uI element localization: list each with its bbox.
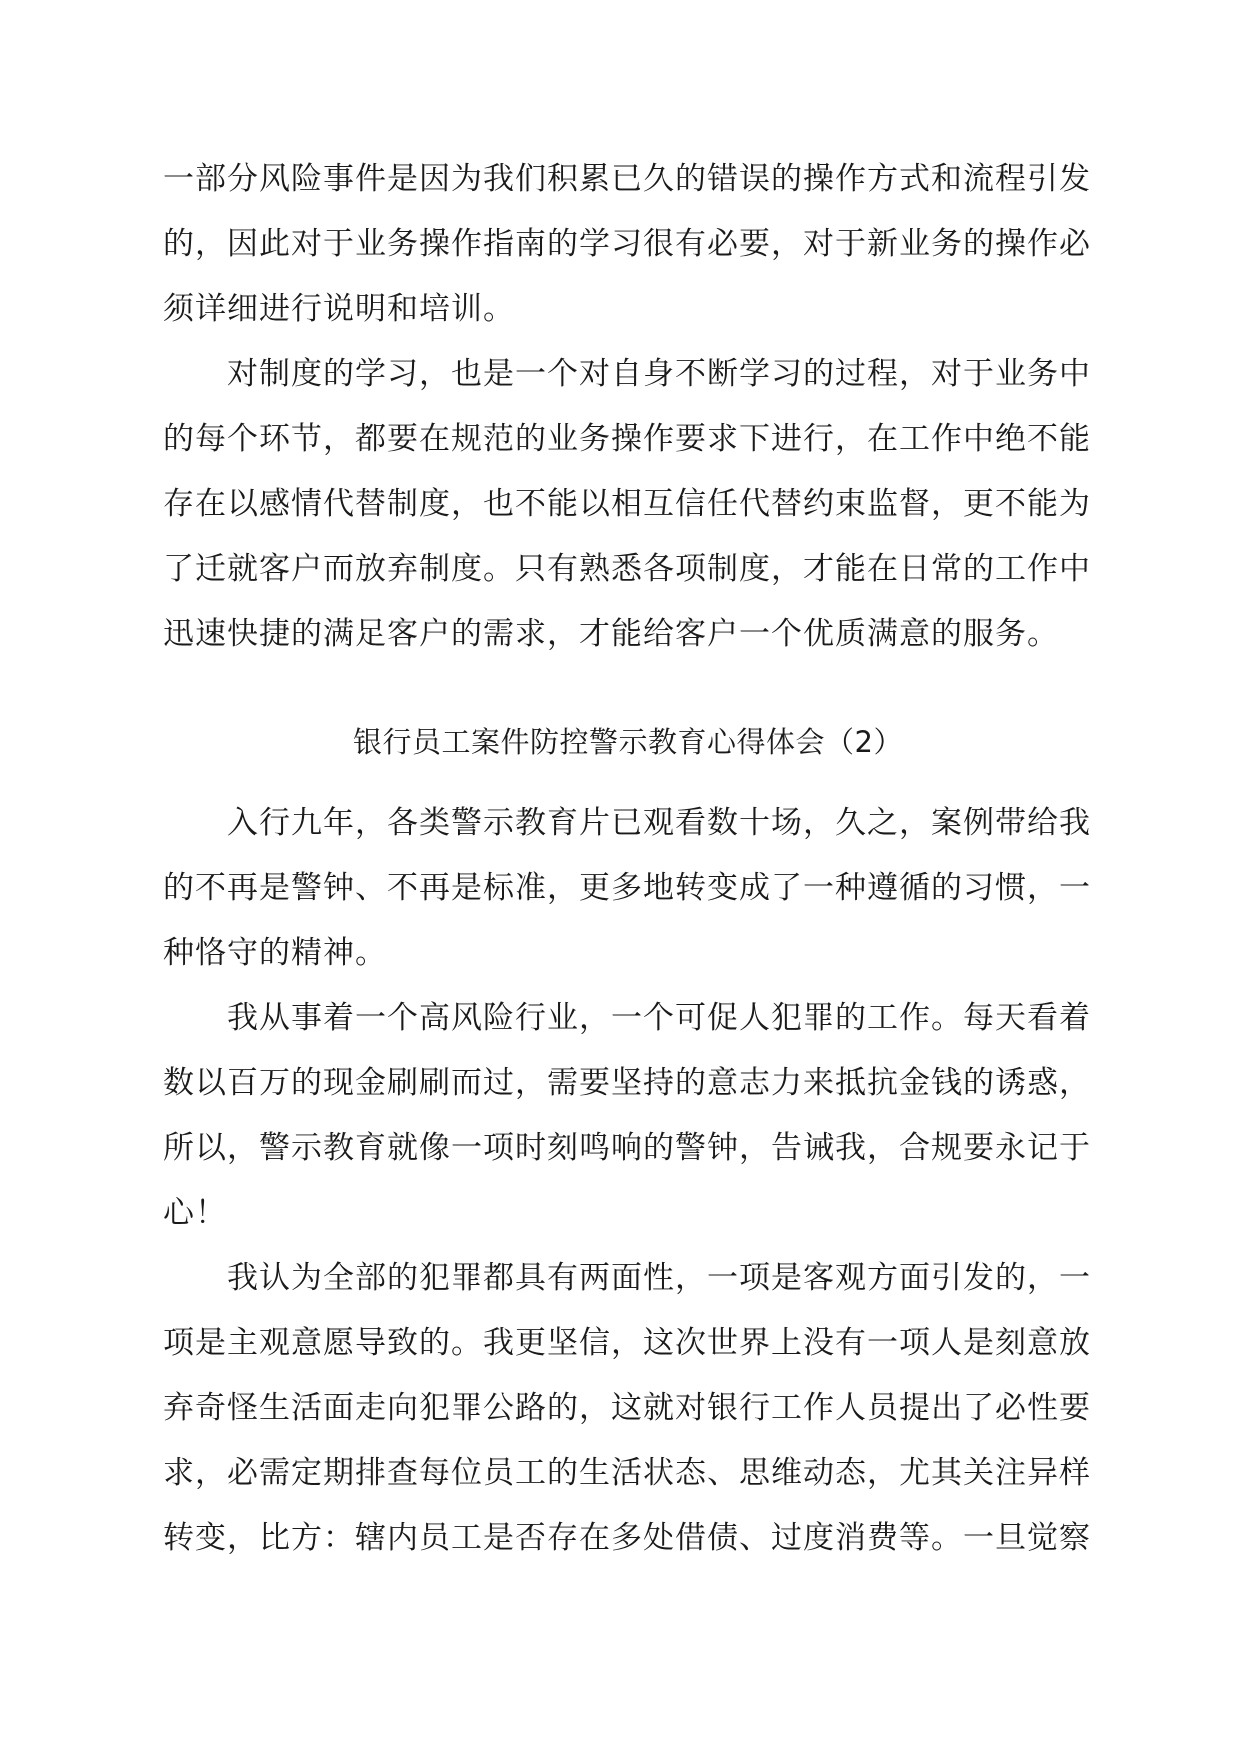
text-line: 数以百万的现金刷刷而过，需要坚持的意志力来抵抗金钱的诱惑， <box>163 1065 1091 1101</box>
text-line: 心！ <box>163 1195 227 1231</box>
text-line: 项是主观意愿导致的。我更坚信，这次世界上没有一项人是刻意放 <box>163 1325 1091 1361</box>
text-line: 迅速快捷的满足客户的需求，才能给客户一个优质满意的服务。 <box>163 616 1059 652</box>
text-line: 弃奇怪生活面走向犯罪公路的，这就对银行工作人员提出了必性要 <box>163 1390 1091 1426</box>
text-line: 入行九年，各类警示教育片已观看数十场，久之，案例带给我 <box>163 805 1091 841</box>
text-line: 我认为全部的犯罪都具有两面性，一项是客观方面引发的，一 <box>163 1260 1091 1296</box>
text-line: 对制度的学习，也是一个对自身不断学习的过程，对于业务中 <box>163 356 1091 392</box>
text-line: 我从事着一个高风险行业，一个可促人犯罪的工作。每天看着 <box>163 1000 1091 1036</box>
text-line: 须详细进行说明和培训。 <box>163 291 515 327</box>
text-line: 的不再是警钟、不再是标准，更多地转变成了一种遵循的习惯，一 <box>163 870 1091 906</box>
text-line: 的，因此对于业务操作指南的学习很有必要，对于新业务的操作必 <box>163 226 1091 262</box>
text-line: 一部分风险事件是因为我们积累已久的错误的操作方式和流程引发 <box>163 161 1091 197</box>
text-line: 所以，警示教育就像一项时刻鸣响的警钟，告诫我，合规要永记于 <box>163 1130 1091 1166</box>
text-line: 转变，比方：辖内员工是否存在多处借债、过度消费等。一旦觉察 <box>163 1520 1091 1556</box>
text-line: 存在以感情代替制度，也不能以相互信任代替约束监督，更不能为 <box>163 486 1091 522</box>
text-line: 求，必需定期排查每位员工的生活状态、思维动态，尤其关注异样 <box>163 1455 1091 1491</box>
text-line: 了迁就客户而放弃制度。只有熟悉各项制度，才能在日常的工作中 <box>163 551 1091 587</box>
text-line: 种恪守的精神。 <box>163 935 387 971</box>
section-title: 银行员工案件防控警示教育心得体会（2） <box>353 725 903 759</box>
text-line: 的每个环节，都要在规范的业务操作要求下进行，在工作中绝不能 <box>163 421 1091 457</box>
